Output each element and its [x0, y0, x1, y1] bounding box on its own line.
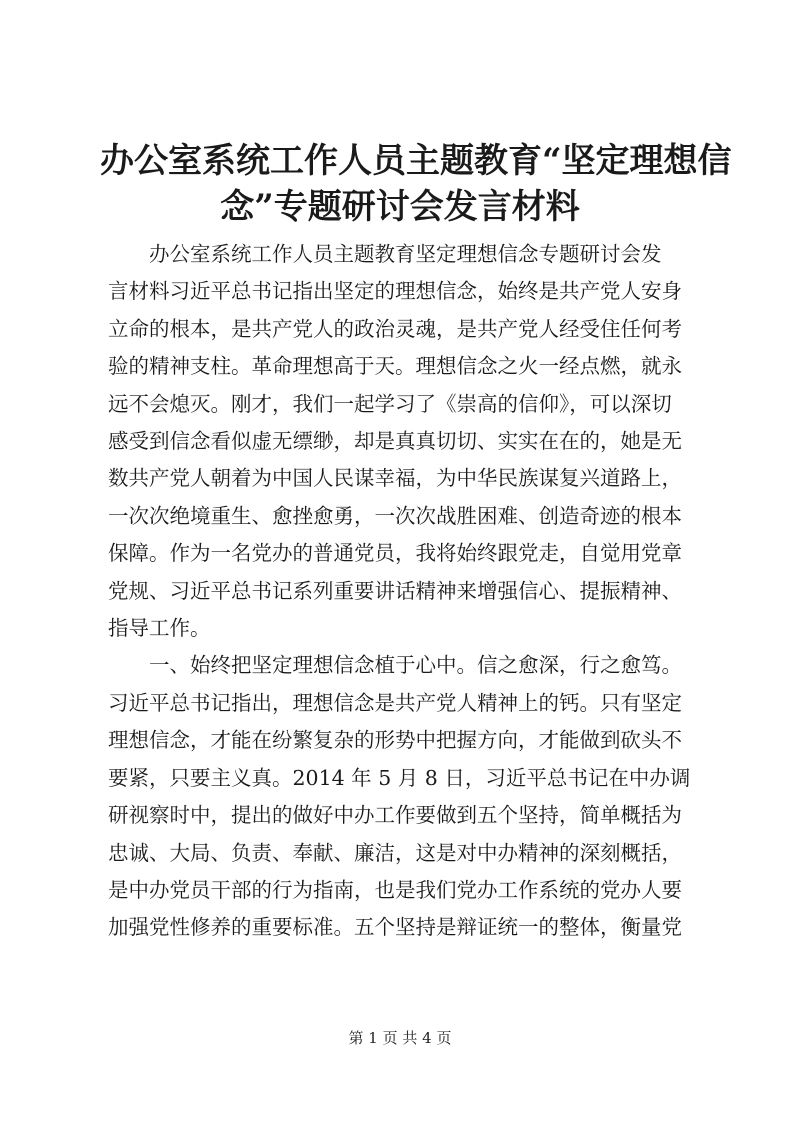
- text-line: 感受到信念看似虚无缥缈，却是真真切切、实实在在的，她是无: [108, 429, 682, 454]
- document-title: [100, 138, 732, 230]
- text-line: 研视察时中，提出的做好中办工作要做到五个坚持，简单概括为: [108, 803, 682, 828]
- text-line: 加强党性修养的重要标准。五个坚持是辩证统一的整体，衡量党: [108, 915, 682, 940]
- paragraph-2: [108, 647, 720, 946]
- text-line: 忠诚、大局、负责、奉献、廉洁，这是对中办精神的深刻概括，: [108, 840, 682, 865]
- text-line: 习近平总书记指出，理想信念是共产党人精神上的钙。只有坚定: [108, 690, 682, 715]
- text-line: 验的精神支柱。革命理想高于天。理想信念之火一经点燃，就永: [108, 354, 682, 379]
- text-line: 立命的根本，是共产党人的政治灵魂，是共产党人经受住任何考: [108, 316, 682, 341]
- text-line: 一、始终把坚定理想信念植于心中。信之愈深，行之愈笃。: [108, 653, 682, 678]
- text-line: 一次次绝境重生、愈挫愈勇，一次次战胜困难、创造奇迹的根本: [108, 503, 682, 528]
- text-line: 是中办党员干部的行为指南，也是我们党办工作系统的党办人要: [108, 877, 682, 902]
- page-footer: 第 1 页 共 4 页: [348, 1029, 452, 1047]
- text-line: 理想信念，才能在纷繁复杂的形势中把握方向，才能做到砍头不: [108, 728, 682, 753]
- title-line-1: 办公室系统工作人员主题教育“坚定理想信: [100, 141, 732, 181]
- title-line-2: 念”专题研讨会发言材料: [220, 187, 580, 227]
- text-line: 要紧，只要主义真。2014 年 5 月 8 日，习近平总书记在中办调: [108, 765, 691, 790]
- text-line: 数共产党人朝着为中国人民谋幸福，为中华民族谋复兴道路上，: [108, 466, 682, 491]
- text-line: 保障。作为一名党办的普通党员，我将始终跟党走，自觉用党章: [108, 541, 682, 566]
- text-line: 言材料习近平总书记指出坚定的理想信念，始终是共产党人安身: [108, 279, 682, 304]
- text-line: 办公室系统工作人员主题教育坚定理想信念专题研讨会发: [108, 242, 662, 266]
- text-line: 指导工作。: [108, 616, 211, 641]
- text-line: 党规、习近平总书记系列重要讲话精神来增强信心、提振精神、: [108, 578, 682, 603]
- paragraph-1: [108, 236, 720, 647]
- document-body: [108, 236, 720, 947]
- text-line: 远不会熄灭。刚才，我们一起学习了《崇高的信仰》，可以深切: [108, 391, 672, 416]
